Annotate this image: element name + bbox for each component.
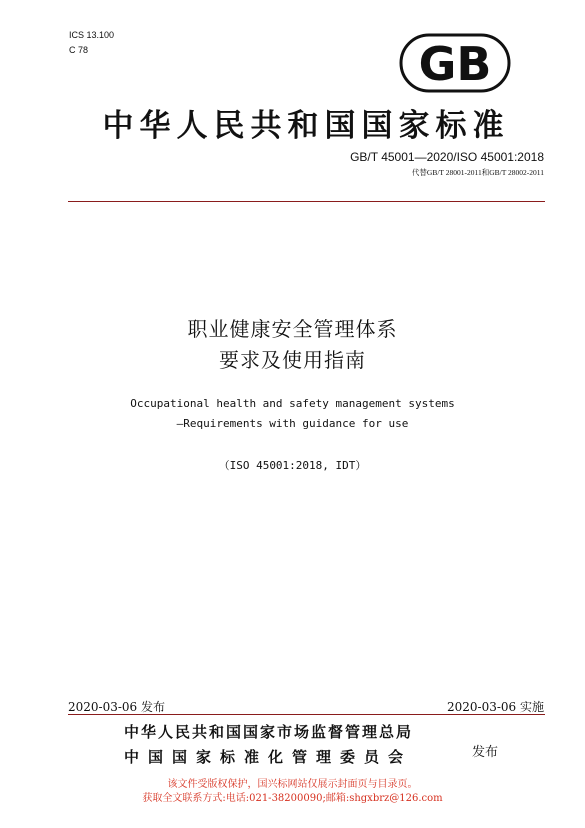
- implement-date: 2020-03-06 实施: [446, 700, 544, 714]
- copyright-notice: 该文件受版权保护，国兴标网站仅展示封面页与目录页。: [167, 779, 418, 790]
- iso-equivalence: （ISO 45001:2018, IDT）: [218, 459, 367, 472]
- publish-label: 发布: [472, 745, 499, 760]
- ccs-code: C 78: [69, 45, 89, 55]
- issuer-samr: 中华人民共和国国家市场监督管理总局: [124, 723, 414, 741]
- contact-notice: 获取全文联系方式:电话:021-38200090;邮箱:shgxbrz@126.com: [142, 793, 443, 804]
- replaces-note: 代替GB/T 28001-2011和GB/T 28002-2011: [411, 168, 544, 177]
- bottom-divider: [68, 714, 545, 715]
- title-zh-line2: 要求及使用指南: [219, 348, 366, 372]
- title-en-line2: —Requirements with guidance for use: [176, 417, 409, 430]
- title-en-line1: Occupational health and safety management systems: [130, 397, 455, 410]
- top-divider: [68, 201, 545, 202]
- standard-code: GB/T 45001—2020/ISO 45001:2018: [350, 150, 544, 164]
- ics-code: ICS 13.100: [69, 30, 115, 40]
- publish-date: 2020-03-06 发布: [68, 700, 166, 714]
- classification-codes: [69, 28, 114, 58]
- gb-logo: [399, 33, 511, 93]
- national-standard-heading: 中华人民共和国国家标准: [102, 108, 510, 144]
- title-zh-line1: 职业健康安全管理体系: [187, 317, 398, 341]
- gb-logo-text: GB: [418, 37, 492, 91]
- issuer-sac: 中国国家标准化管理委员会: [124, 748, 413, 766]
